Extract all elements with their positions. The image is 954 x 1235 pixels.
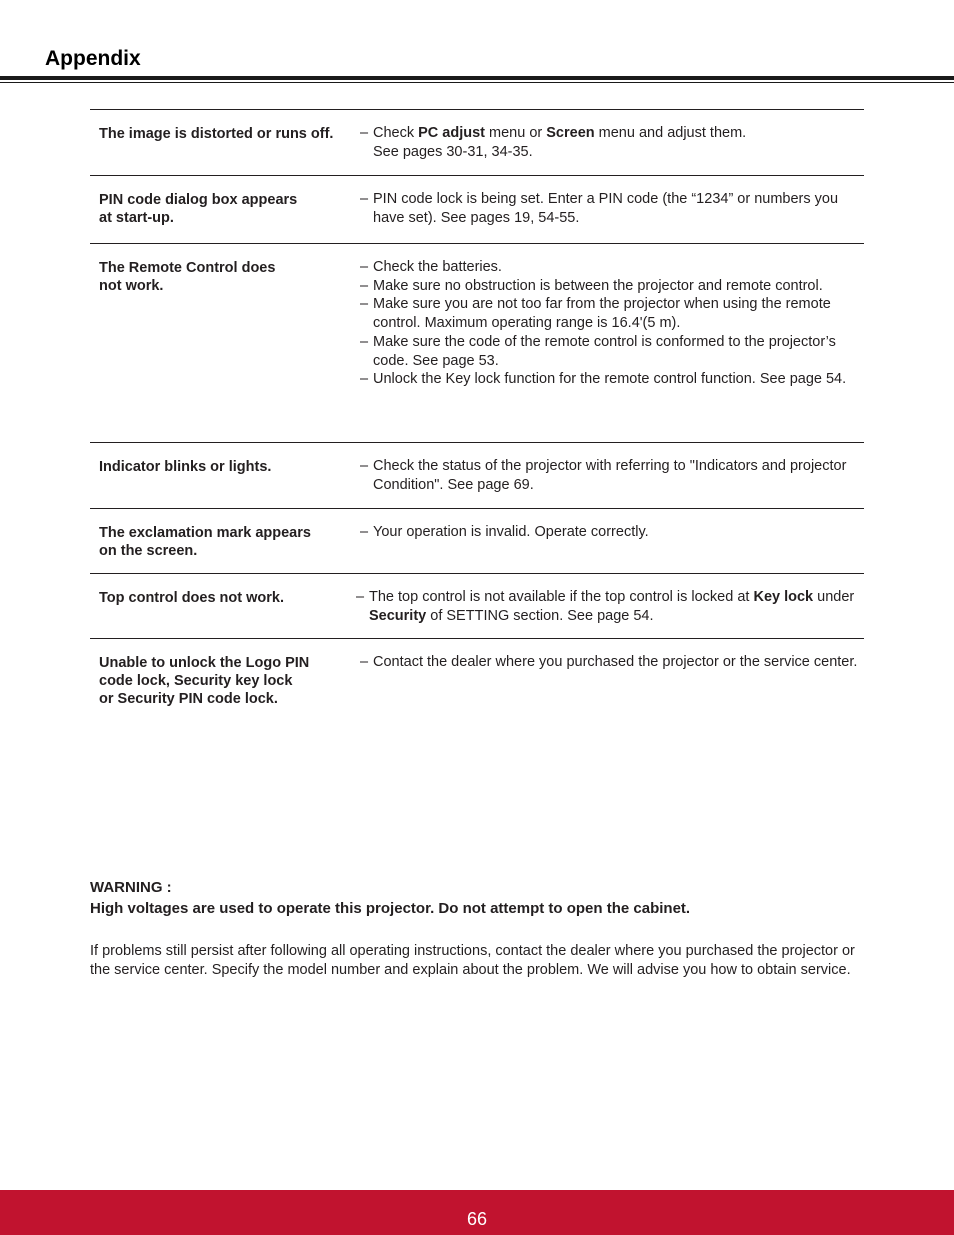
solution-keyword: Screen xyxy=(546,125,595,141)
dash-marker: – xyxy=(360,524,369,540)
problem-cell: Indicator blinks or lights. xyxy=(99,459,272,475)
solution-keyword: PC adjust xyxy=(418,125,486,141)
solution-keyword: Security xyxy=(369,607,427,624)
solution-item xyxy=(360,653,858,672)
problem-cell: The exclamation mark appears on the screen. xyxy=(99,525,311,559)
solution-text: Check the batteries. xyxy=(373,259,502,275)
problem-cell: The image is distorted or runs off. xyxy=(99,126,334,142)
problem-cell: PIN code dialog box appears at start-up. xyxy=(99,192,298,226)
dash-marker: – xyxy=(360,458,369,474)
solution-cell xyxy=(360,639,864,739)
solution-text: Make sure the code of the remote control is conformed to the projector’s code. See page 53. xyxy=(373,333,836,369)
solution-item xyxy=(360,457,858,494)
solution-text: menu or xyxy=(485,125,547,141)
problem-cell: Top control does not work. xyxy=(99,590,285,606)
problem-cell: The Remote Control does not work. xyxy=(99,260,276,294)
dash-marker: – xyxy=(360,296,369,313)
table-row xyxy=(90,574,864,639)
solution-text: of SETTING section. See page 54. xyxy=(426,607,654,624)
table-row xyxy=(90,639,864,739)
table-row xyxy=(90,176,864,244)
solution-item xyxy=(360,124,858,161)
header-rule-thick xyxy=(0,76,954,80)
solution-cell xyxy=(360,244,864,442)
dash-marker: – xyxy=(360,125,369,141)
solution-item xyxy=(360,370,858,389)
header-rule-thin xyxy=(0,82,954,83)
dash-marker: – xyxy=(360,371,369,388)
dash-marker: – xyxy=(360,333,369,350)
solution-text: The top control is not available if the top control is locked at xyxy=(369,589,754,605)
table-row xyxy=(90,509,864,574)
solution-cell xyxy=(356,574,864,638)
dash-marker: – xyxy=(356,589,365,605)
solution-item xyxy=(360,523,858,542)
service-note: If problems still persist after following all operating instructions, contact the dealer where you purchased the projector or the service center. Specify the model number and explain about the problem. We will advise you how to obtain service. xyxy=(90,943,855,978)
solution-cell xyxy=(360,443,864,508)
table-row xyxy=(90,443,864,509)
warning-label: WARNING : xyxy=(90,879,172,896)
dash-marker: – xyxy=(360,654,369,670)
table-row xyxy=(90,244,864,443)
dash-marker: – xyxy=(360,277,369,294)
solution-cell xyxy=(360,176,864,243)
solution-text: Check xyxy=(373,125,419,141)
warning-text: High voltages are used to operate this projector. Do not attempt to open the cabinet. xyxy=(90,900,691,917)
problem-cell: Unable to unlock the Logo PIN code lock, Security key lock or Security PIN code lock. xyxy=(99,655,310,707)
dash-marker: – xyxy=(360,259,369,275)
table-row xyxy=(90,110,864,176)
warning-block xyxy=(90,877,870,919)
page-number: 66 xyxy=(466,1209,488,1229)
solution-text: Check the status of the projector with referring to "Indicators and projector Condition". See page 69. xyxy=(373,458,847,493)
solution-text: Your operation is invalid. Operate correctly. xyxy=(373,524,649,540)
solution-item xyxy=(360,295,858,332)
solution-item xyxy=(356,588,858,625)
solution-item xyxy=(360,277,858,296)
solution-text: under xyxy=(813,589,855,605)
solution-text: Make sure you are not too far from the projector when using the remote control. Maximum operating range is 16.4'(5 m). xyxy=(373,296,831,332)
solution-text: Unlock the Key lock function for the remote control function. See page 54. xyxy=(373,371,847,388)
solution-item xyxy=(360,258,858,277)
dash-marker: – xyxy=(360,191,369,207)
troubleshooting-table xyxy=(90,109,864,739)
solution-text: Contact the dealer where you purchased the projector or the service center. xyxy=(373,654,858,670)
solution-text: menu and adjust them. See pages 30-31, 34-35. xyxy=(373,125,747,160)
solution-item xyxy=(360,333,858,370)
solution-item xyxy=(360,190,858,227)
page-header-title: Appendix xyxy=(45,47,141,70)
solution-text: PIN code lock is being set. Enter a PIN code (the “1234” or numbers you have set). See pages 19, 54-55. xyxy=(373,191,839,226)
solution-keyword: Key lock xyxy=(753,589,814,605)
solution-text: Make sure no obstruction is between the projector and remote control. xyxy=(373,277,823,294)
solution-cell xyxy=(360,110,864,175)
solution-cell xyxy=(360,509,864,573)
